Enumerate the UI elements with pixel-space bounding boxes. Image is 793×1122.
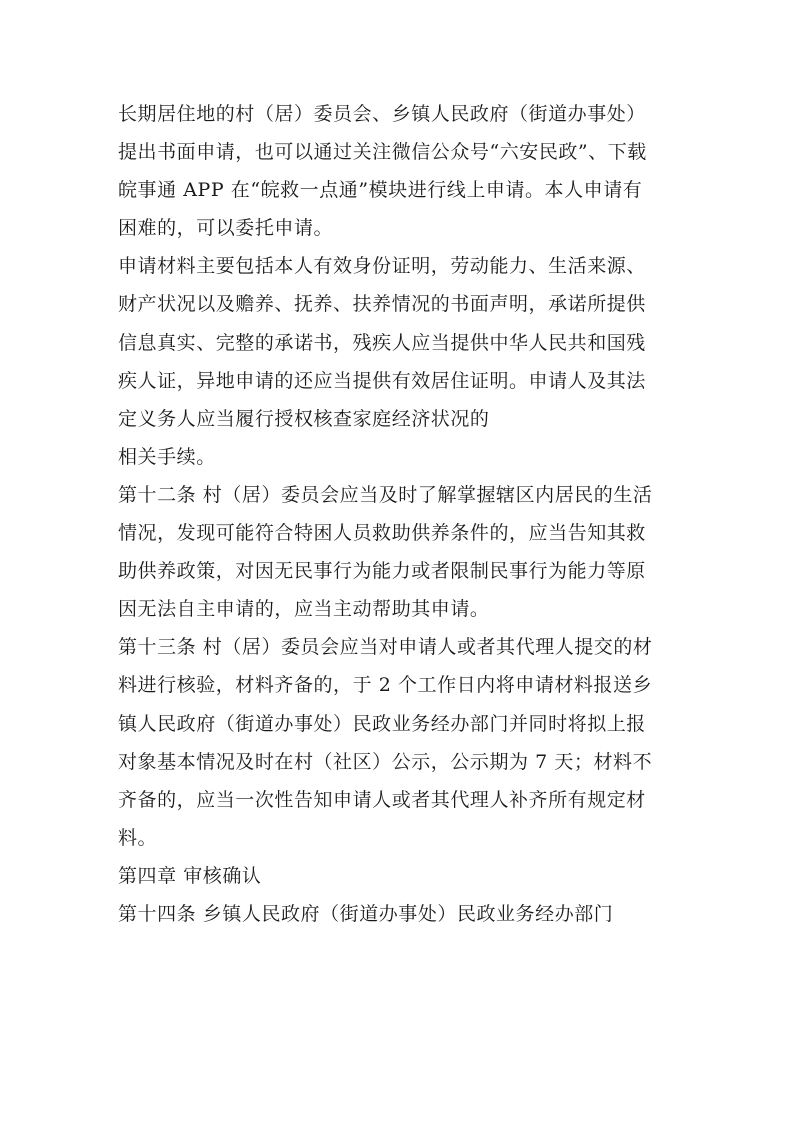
text-line: 定义务人应当履行授权核查家庭经济状况的 bbox=[118, 407, 490, 430]
text-line: 财产状况以及赡养、抚养、扶养情况的书面声明，承诺所提供 bbox=[118, 293, 646, 316]
article-12-line: 第十二条 村（居）委员会应当及时了解掌握辖区内居民的生活 bbox=[118, 483, 653, 506]
text-line: 对象基本情况及时在村（社区）公示，公示期为 7 天；材料不 bbox=[118, 750, 653, 773]
text-line: 相关手续。 bbox=[118, 445, 216, 468]
text-line: 情况，发现可能符合特困人员救助供养条件的，应当告知其救 bbox=[118, 522, 646, 545]
text-line: 提出书面申请，也可以通过关注微信公众号“六安民政”、下载 bbox=[118, 141, 647, 164]
text-line: 齐备的，应当一次性告知申请人或者其代理人补齐所有规定材 bbox=[118, 788, 646, 811]
text-line: 助供养政策，对因无民事行为能力或者限制民事行为能力等原 bbox=[118, 560, 646, 583]
text-line: 困难的，可以委托申请。 bbox=[118, 217, 334, 240]
text-line: 长期居住地的村（居）委员会、乡镇人民政府（街道办事处） bbox=[118, 103, 646, 125]
article-14-line: 第十四条 乡镇人民政府（街道办事处）民政业务经办部门 bbox=[118, 902, 614, 925]
text-line: 信息真实、完整的承诺书，残疾人应当提供中华人民共和国残 bbox=[118, 331, 646, 354]
chapter-heading: 第四章 审核确认 bbox=[118, 864, 262, 887]
text-line: 镇人民政府（街道办事处）民政业务经办部门并同时将拟上报 bbox=[118, 712, 646, 735]
text-line: 料进行核验，材料齐备的，于 2 个工作日内将申请材料报送乡 bbox=[118, 674, 653, 697]
document-body bbox=[118, 95, 718, 933]
article-13-line: 第十三条 村（居）委员会应当对申请人或者其代理人提交的材 bbox=[118, 636, 653, 659]
text-line: 皖事通 APP 在“皖救一点通”模块进行线上申请。本人申请有 bbox=[118, 179, 643, 202]
text-line: 料。 bbox=[118, 826, 158, 849]
text-line: 疾人证，异地申请的还应当提供有效居住证明。申请人及其法 bbox=[118, 369, 646, 392]
text-line: 因无法自主申请的，应当主动帮助其申请。 bbox=[118, 598, 490, 621]
text-line: 申请材料主要包括本人有效身份证明，劳动能力、生活来源、 bbox=[118, 255, 646, 278]
